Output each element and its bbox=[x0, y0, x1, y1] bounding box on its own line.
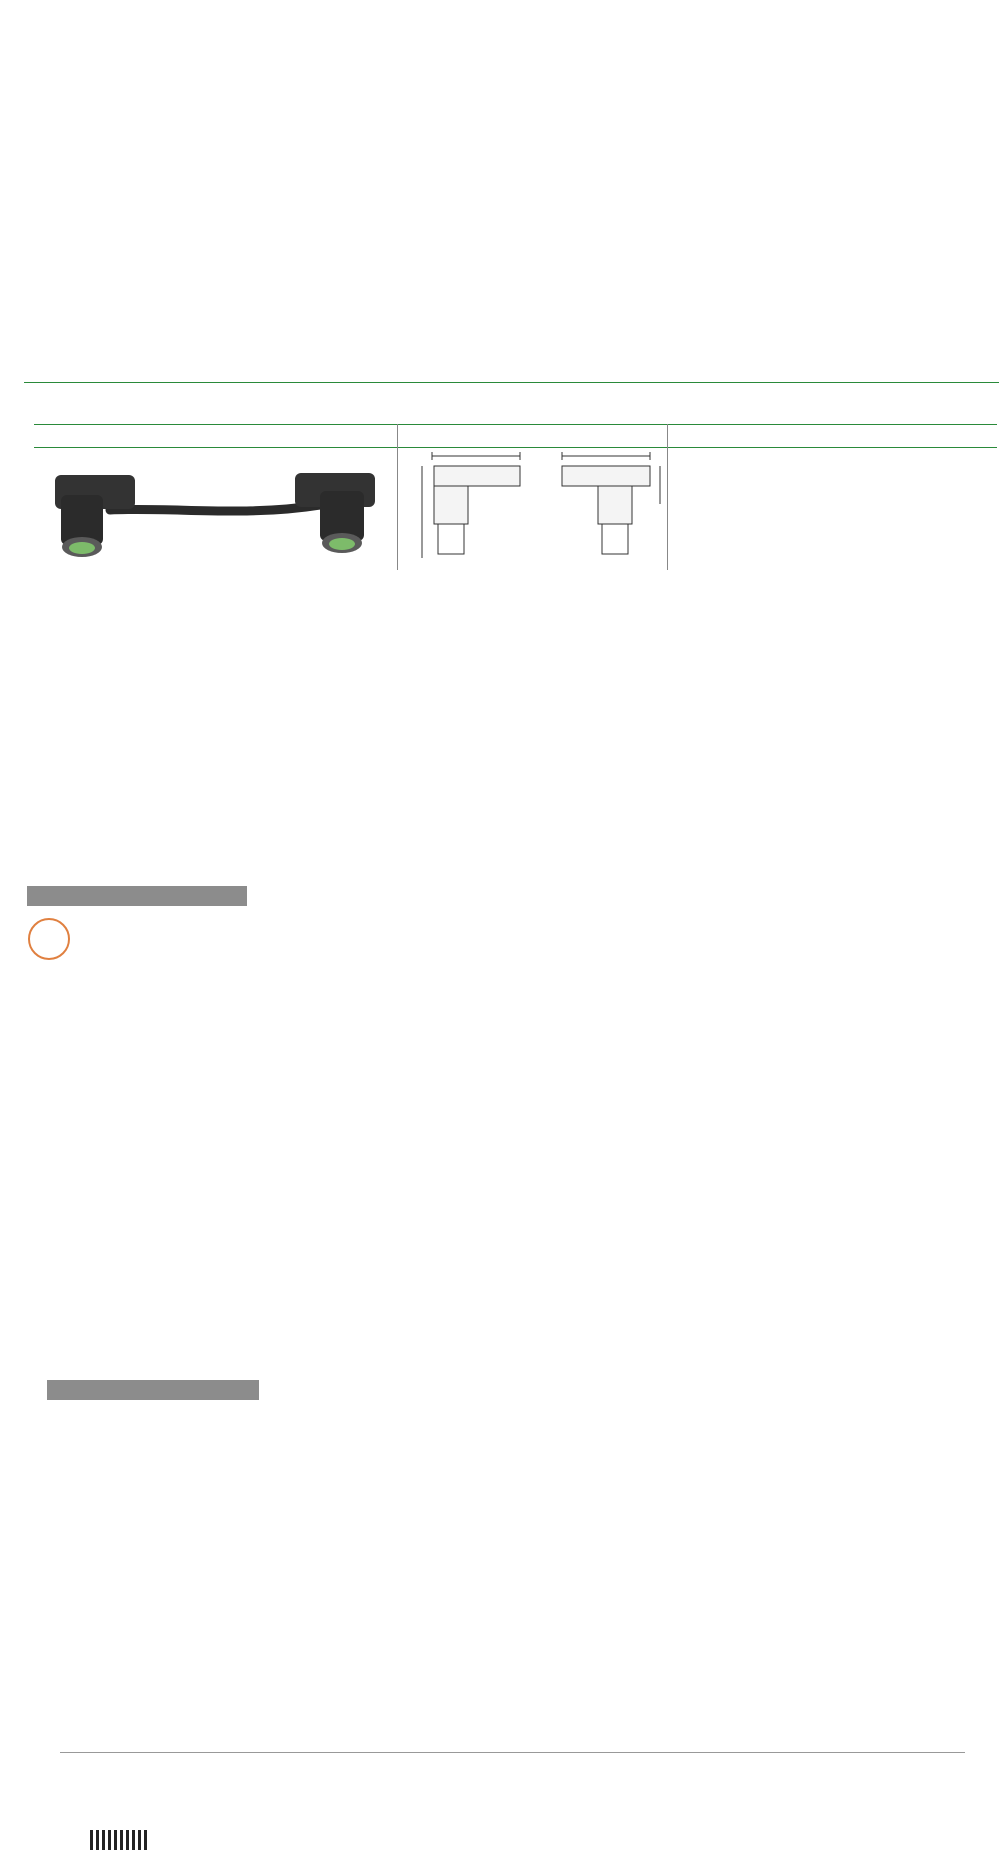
dimension-drawing bbox=[402, 448, 664, 570]
pin-definition-diagrams bbox=[672, 452, 997, 570]
gray-cable-band-1 bbox=[27, 886, 247, 906]
col-product-image bbox=[34, 424, 396, 446]
cable-product-image bbox=[55, 455, 385, 565]
qr-code-icon bbox=[90, 1830, 150, 1850]
col-pin-definition bbox=[668, 424, 997, 446]
gray-cable-band-2 bbox=[47, 1380, 259, 1400]
col-product-size bbox=[398, 424, 666, 446]
divider bbox=[24, 382, 999, 383]
shield-badge bbox=[28, 918, 70, 960]
